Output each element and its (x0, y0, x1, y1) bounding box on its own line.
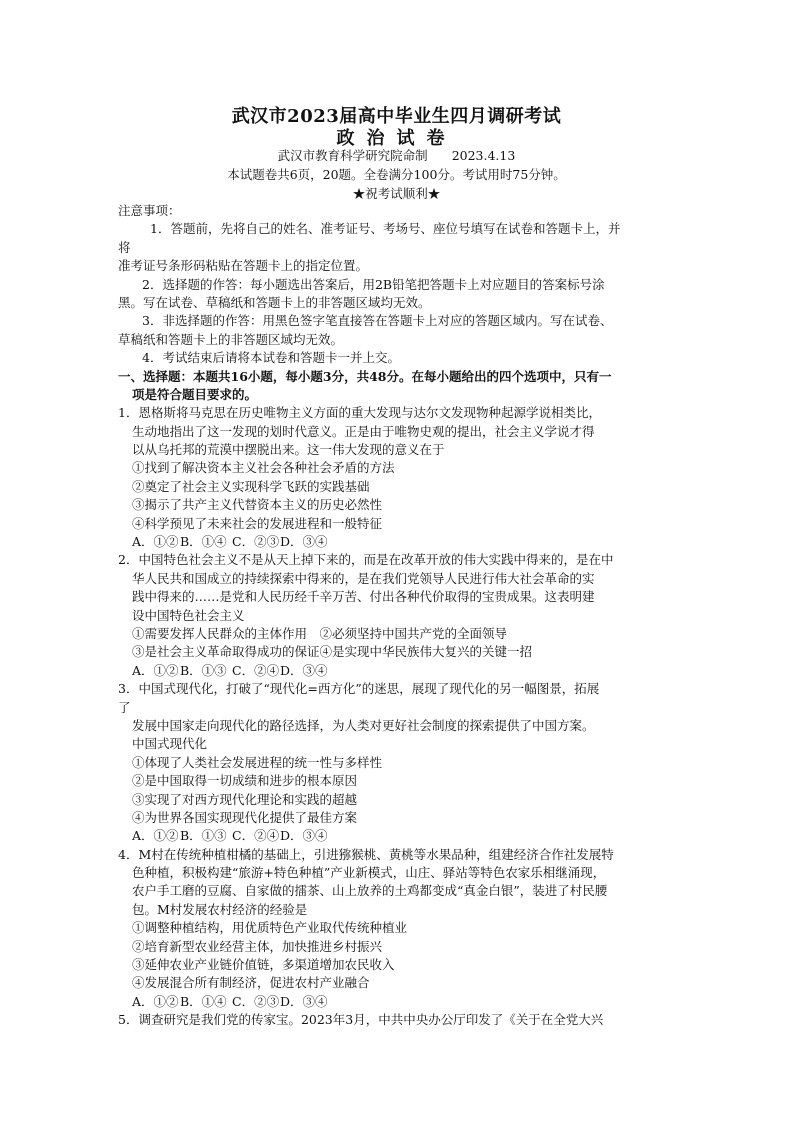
option-c: C．②③ (232, 534, 280, 550)
option-b: B．①③ (180, 662, 227, 678)
notice-line: 3．非选择题的作答：用黑色签字笔直接答在答题卡上对应的答题区域内。写在试卷、 (142, 313, 613, 329)
notice-line: 4．考试结束后请将本试卷和答题卡一并上交。 (142, 350, 400, 366)
question-stem: 4．M村在传统种植柑橘的基础上，引进猕猴桃、黄桃等水果品种，组建经济合作社发展特 (118, 846, 614, 862)
question-item: ②培育新型农业经营主体，加快推进乡村振兴 (132, 938, 383, 954)
option-b: B．①④ (180, 534, 227, 550)
exam-info: 本试题卷共6页，20题。全卷满分100分。考试用时75分钟。 (227, 167, 566, 182)
answer-options (118, 827, 678, 845)
question-item: ③是社会主义革命取得成功的保证④是实现中华民族伟大复兴的关键一招 (132, 644, 533, 660)
question-stem: 2．中国特色社会主义不是从天上掉下来的，而是在改革开放的伟大实践中得来的，是在中 (118, 552, 614, 568)
question-item: ③延伸农业产业链价值链，多渠道增加农民收入 (132, 957, 395, 973)
question-stem: 农户手工磨的豆腐、自家做的擂茶、山上放养的土鸡都变成“真金白银”，装进了村民腰 (132, 883, 608, 899)
question-item: ①需要发挥人民群众的主体作用 ②必须坚持中国共产党的全面领导 (132, 625, 508, 641)
question-item: ①体现了人类社会发展进程的统一性与多样性 (132, 754, 383, 770)
question-stem: 践中得来的……是党和人民历经千辛万苦、付出各种代价取得的宝贵成果。这表明建 (132, 589, 595, 605)
notice-line: 准考证号条形码粘贴在答题卡上的指定位置。 (118, 258, 369, 274)
question-stem: 色种植，积极构建“旅游+特色种植”产业新模式，山庄、驿站等特色农家乐相继涌现， (132, 865, 606, 881)
option-d: D．③④ (280, 828, 328, 844)
option-d: D．③④ (280, 662, 328, 678)
option-c: C．②④ (232, 662, 280, 678)
notice-heading: 注意事项： (118, 203, 181, 218)
question-stem: 5．调查研究是我们党的传家宝。2023年3月，中共中央办公厅印发了《关于在全党大兴 (118, 1012, 604, 1028)
question-item: ①调整种植结构，用优质特色产业取代传统种植业 (132, 920, 408, 936)
exam-date: 2023.4.13 (451, 148, 516, 163)
issuer-line (0, 146, 793, 164)
question-stem: 设中国特色社会主义 (132, 607, 245, 623)
question-stem: 3．中国式现代化，打破了“现代化=西方化”的迷思，展现了现代化的另一幅图景，拓展 (118, 681, 600, 697)
option-b: B．①③ (180, 828, 227, 844)
question-stem: 生动地指出了这一发现的划时代意义。正是由于唯物史观的提出，社会主义学说才得 (132, 423, 595, 439)
exam-subtitle: 政治试卷 (336, 128, 457, 149)
question-item: ②是中国取得一切成绩和进步的根本原因 (132, 773, 358, 789)
option-a: A．①② (132, 662, 179, 678)
option-c: C．②③ (232, 993, 280, 1009)
option-c: C．②④ (232, 828, 280, 844)
exam-body (118, 202, 678, 1030)
option-a: A．①② (132, 993, 179, 1009)
question-stem: 中国式现代化 (132, 736, 208, 752)
answer-options (118, 662, 678, 680)
exam-title: 武汉市2023届高中毕业生四月调研考试 (231, 106, 562, 127)
notice-line: 黑。写在试卷、草稿纸和答题卡上的非答题区域均无效。 (118, 294, 431, 310)
section-heading-cont: 项是符合题目要求的。 (132, 386, 258, 402)
question-stem: 华人民共和国成立的持续探索中得来的，是在我们党领导人民进行伟大社会革命的实 (132, 570, 595, 586)
notice-line: 1．答题前，先将自己的姓名、准考证号、考场号、座位号填写在试卷和答题卡上，并 (150, 221, 621, 237)
section-heading: 一、选择题：本题共16小题，每小题3分，共48分。在每小题给出的四个选项中，只有一 (118, 368, 612, 384)
question-stem: 包。M村发展农村经济的经验是 (132, 901, 308, 917)
notice-line: 2．选择题的作答：每小题选出答案后，用2B铅笔把答题卡上对应题目的答案标号涂 (142, 276, 605, 292)
question-item: ①找到了解决资本主义社会各种社会矛盾的方法 (132, 460, 395, 476)
option-b: B．①④ (180, 993, 227, 1009)
question-stem: 了 (118, 699, 131, 715)
good-luck: ★祝考试顺利★ (352, 186, 441, 201)
question-item: ④发展混合所有制经济，促进农村产业融合 (132, 975, 370, 991)
option-a: A．①② (132, 828, 179, 844)
question-item: ③实现了对西方现代化理论和实践的超越 (132, 791, 358, 807)
question-item: ④为世界各国实现现代化提供了最佳方案 (132, 809, 358, 825)
answer-options (118, 993, 678, 1011)
option-d: D．③④ (280, 993, 328, 1009)
issuer: 武汉市教育科学研究院命制 (277, 148, 428, 163)
question-stem: 以从乌托邦的荒漠中摆脱出来。这一伟大发现的意义在于 (132, 442, 445, 458)
question-stem: 发展中国家走向现代化的路径选择，为人类对更好社会制度的探索提供了中国方案。 (132, 717, 595, 733)
question-item: ③揭示了共产主义代替资本主义的历史必然性 (132, 497, 383, 513)
question-item: ④科学预见了未来社会的发展进程和一般特征 (132, 515, 383, 531)
notice-line: 草稿纸和答题卡上的非答题区域均无效。 (118, 331, 344, 347)
question-item: ②奠定了社会主义实现科学飞跃的实践基础 (132, 478, 370, 494)
option-a: A．①② (132, 534, 179, 550)
answer-options (118, 533, 678, 551)
option-d: D．③④ (280, 534, 328, 550)
question-stem: 1．恩格斯将马克思在历史唯物主义方面的重大发现与达尔文发现物种起源学说相类比， (118, 405, 601, 421)
notice-line: 将 (118, 239, 131, 255)
